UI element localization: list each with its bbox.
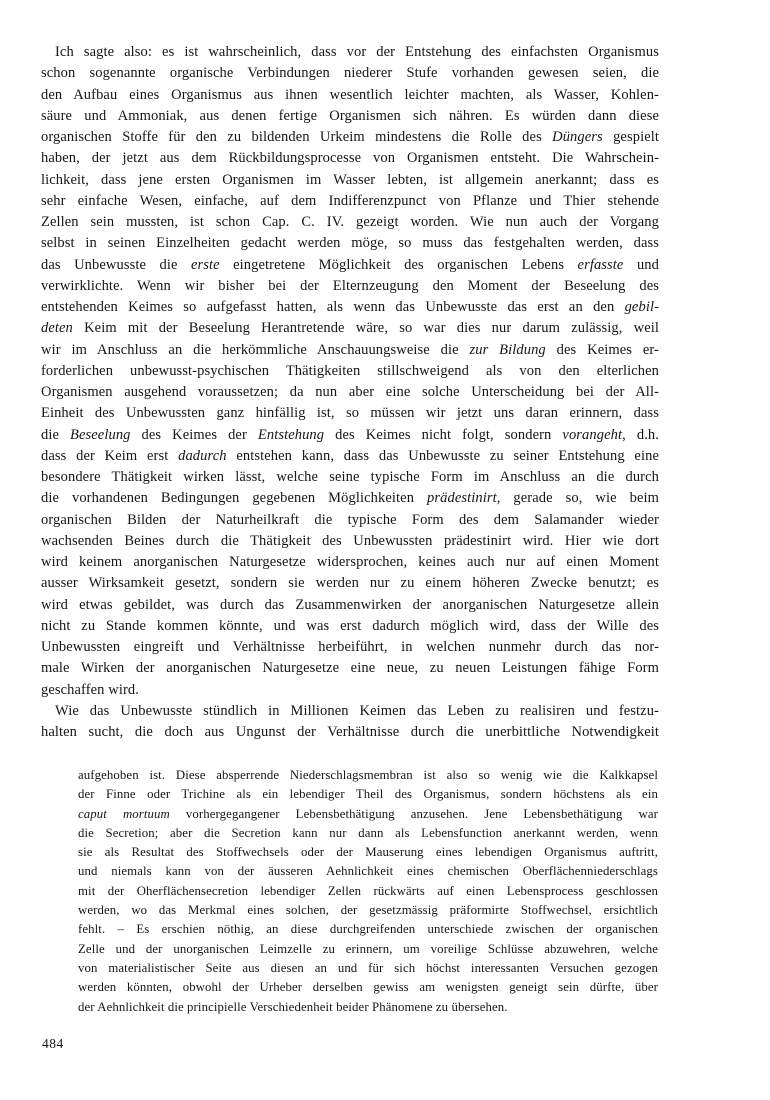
text-line: halten sucht, die doch aus Ungunst der Verhältnisse durch die unerbittliche Notwendigkeit <box>41 724 659 740</box>
text-line: fehlt. – Es erschien nöthig, an diese durchgreifenden unterschiede zwischen der organischen <box>78 922 658 937</box>
text-line: forderlichen unbewusst-psychischen Thätigkeiten stillschweigend als von den elterlichen <box>41 362 659 379</box>
text-line: deten Keim mit der Beseelung Herantretende wäre, so war dies nur darum zulässig, weil <box>41 320 659 337</box>
text-line: Zelle und der unorganischen Leimzelle zu erinnern, um voreilige Schlüsse abzuwehren, welche <box>78 941 658 956</box>
text-line: wird keinem anorganischen Naturgesetze widersprochen, keines auch nur auf einen Moment <box>41 554 659 570</box>
text-line: dass der Keim erst dadurch entstehen kann, dass das Unbewusste zu seiner Entstehung eine <box>41 447 659 464</box>
text-line: werden, wo das Merkmal eines solchen, der gesetzmässig präformirte Stoffwechsel, ersichtlich <box>78 903 658 918</box>
text-line: Einheit des Unbewussten ganz hinfällig ist, so müssen wir jetzt uns daran erinnern, dass <box>41 405 659 422</box>
text-line: den Aufbau eines Organismus aus ihnen wesentlich leichter machten, als Wasser, Kohlen- <box>41 86 659 103</box>
text-line: aufgehoben ist. Diese absperrende Niederschlagsmembran ist also so wenig wie die Kalkkapsel <box>78 768 658 782</box>
text-line: Zellen sein mussten, ist schon Cap. C. IV. gezeigt worden. Wie nun auch der Vorgang <box>41 214 659 230</box>
footnote-block <box>78 766 658 1017</box>
text-line: von materialistischer Seite aus diesen an und für sich höchst interessanten Versuchen gezogen <box>78 960 658 975</box>
page-number: 484 <box>42 1036 64 1051</box>
text-line: mit der Oherflächensecretion lebendiger Zellen rückwärts auf einen Lebensprocess geschlossen <box>78 883 658 898</box>
text-line: die Secretion; aber die Secretion kann nur dann als Lebensfunction anerkannt werden, wenn <box>78 825 658 840</box>
text-line: schon sogenannte organische Verbindungen niederer Stufe vorhanden gewesen seien, die <box>41 65 659 82</box>
text-line: die Beseelung des Keimes der Entstehung des Keimes nicht folgt, sondern vorangeht, d.h. <box>41 426 659 443</box>
text-line: selbst in seinen Einzelheiten gedacht werden möge, so muss das festgehalten werden, dass <box>41 235 659 252</box>
text-line: wir im Anschluss an die herkömmliche Anschauungsweise die zur Bildung des Keimes er- <box>41 341 659 358</box>
text-line: besondere Thätigkeit wirken lässt, welche seine typische Form im Anschluss an die durch <box>41 469 659 485</box>
text-line: der Finne oder Trichine als ein lebendiger Theil des Organismus, sondern höchstens als ein <box>78 787 658 802</box>
text-line: werden könnten, obwohl der Urheber derselben gewiss am wenigsten geneigt sein dürfte, über <box>78 980 658 995</box>
text-line: geschaffen wird. <box>41 681 139 698</box>
text-line: lichkeit, dass jene ersten Organismen im Wasser lebten, ist allgemein anerkannt; dass es <box>41 171 659 188</box>
text-line: male Wirken der anorganischen Naturgesetze eine neue, zu neuen Leistungen fähige Form <box>41 660 659 677</box>
text-line: sehr einfache Wesen, einfache, auf dem Indifferenzpunct von Pflanze und Thier stehende <box>41 192 659 209</box>
text-line: Organismen ausgehend voraussetzen; da nun aber eine solche Unterscheidung bei der All- <box>41 384 659 400</box>
text-line: wachsenden Beines durch die Thätigkeit des Unbewussten prädestinirt wird. Hier wie dort <box>41 532 659 549</box>
text-line: organischen Bilden der Naturheilkraft die typische Form des dem Salamander wieder <box>41 511 659 528</box>
main-text-block <box>41 42 659 743</box>
text-line: wird etwas gebildet, was durch das Zusammenwirken der anorganischen Naturgesetze allein <box>41 596 659 613</box>
text-line: und niemals kann von der äusseren Aehnlichkeit eines chemischen Oberflächenniederschlags <box>78 864 658 879</box>
text-line: ausser Wirksamkeit gesetzt, sondern sie werden nur zu einem höheren Zwecke benutzt; es <box>41 575 659 592</box>
text-line: Wie das Unbewusste stündlich in Millionen Keimen das Leben zu realisiren und festzu- <box>55 702 659 719</box>
text-line: verwirklichte. Wenn wir bisher bei der Elternzeugung den Moment der Beseelung des <box>41 277 659 294</box>
text-line: organischen Stoffe für den zu bildenden Urkeim mindestens die Rolle des Düngers gespielt <box>41 129 659 145</box>
text-line: sie als Resultat des Stoffwechsels oder der Mauserung eines lebendigen Organismus auftritt, <box>78 845 658 860</box>
text-line: caput mortuum vorhergegangener Lebensbethätigung anzusehen. Jene Lebensbethätigung war <box>78 806 658 821</box>
text-line: haben, der jetzt aus dem Rückbildungsprocesse von Organismen entsteht. Die Wahrschein- <box>41 150 659 167</box>
text-line: Unbewussten eingreift und Verhältnisse herbeiführt, in welchen nunmehr durch das nor- <box>41 639 659 655</box>
text-line: das Unbewusste die erste eingetretene Möglichkeit des organischen Lebens erfasste und <box>41 256 659 273</box>
text-line: nicht zu Stande kommen könnte, und was erst dadurch möglich wird, dass der Wille des <box>41 617 659 634</box>
text-line: die vorhandenen Bedingungen gegebenen Möglichkeiten prädestinirt, gerade so, wie beim <box>41 490 659 507</box>
text-line: entstehenden Keimes so aufgefasst hatten, als wenn das Unbewusste das erst an den gebil- <box>41 299 659 315</box>
text-line: säure und Ammoniak, aus denen fertige Organismen sich nähren. Es würden dann diese <box>41 107 659 124</box>
text-line: Ich sagte also: es ist wahrscheinlich, dass vor der Entstehung des einfachsten Organismus <box>55 44 659 60</box>
text-line: der Aehnlichkeit die principielle Verschiedenheit beider Phänomene zu übersehen. <box>78 999 508 1014</box>
